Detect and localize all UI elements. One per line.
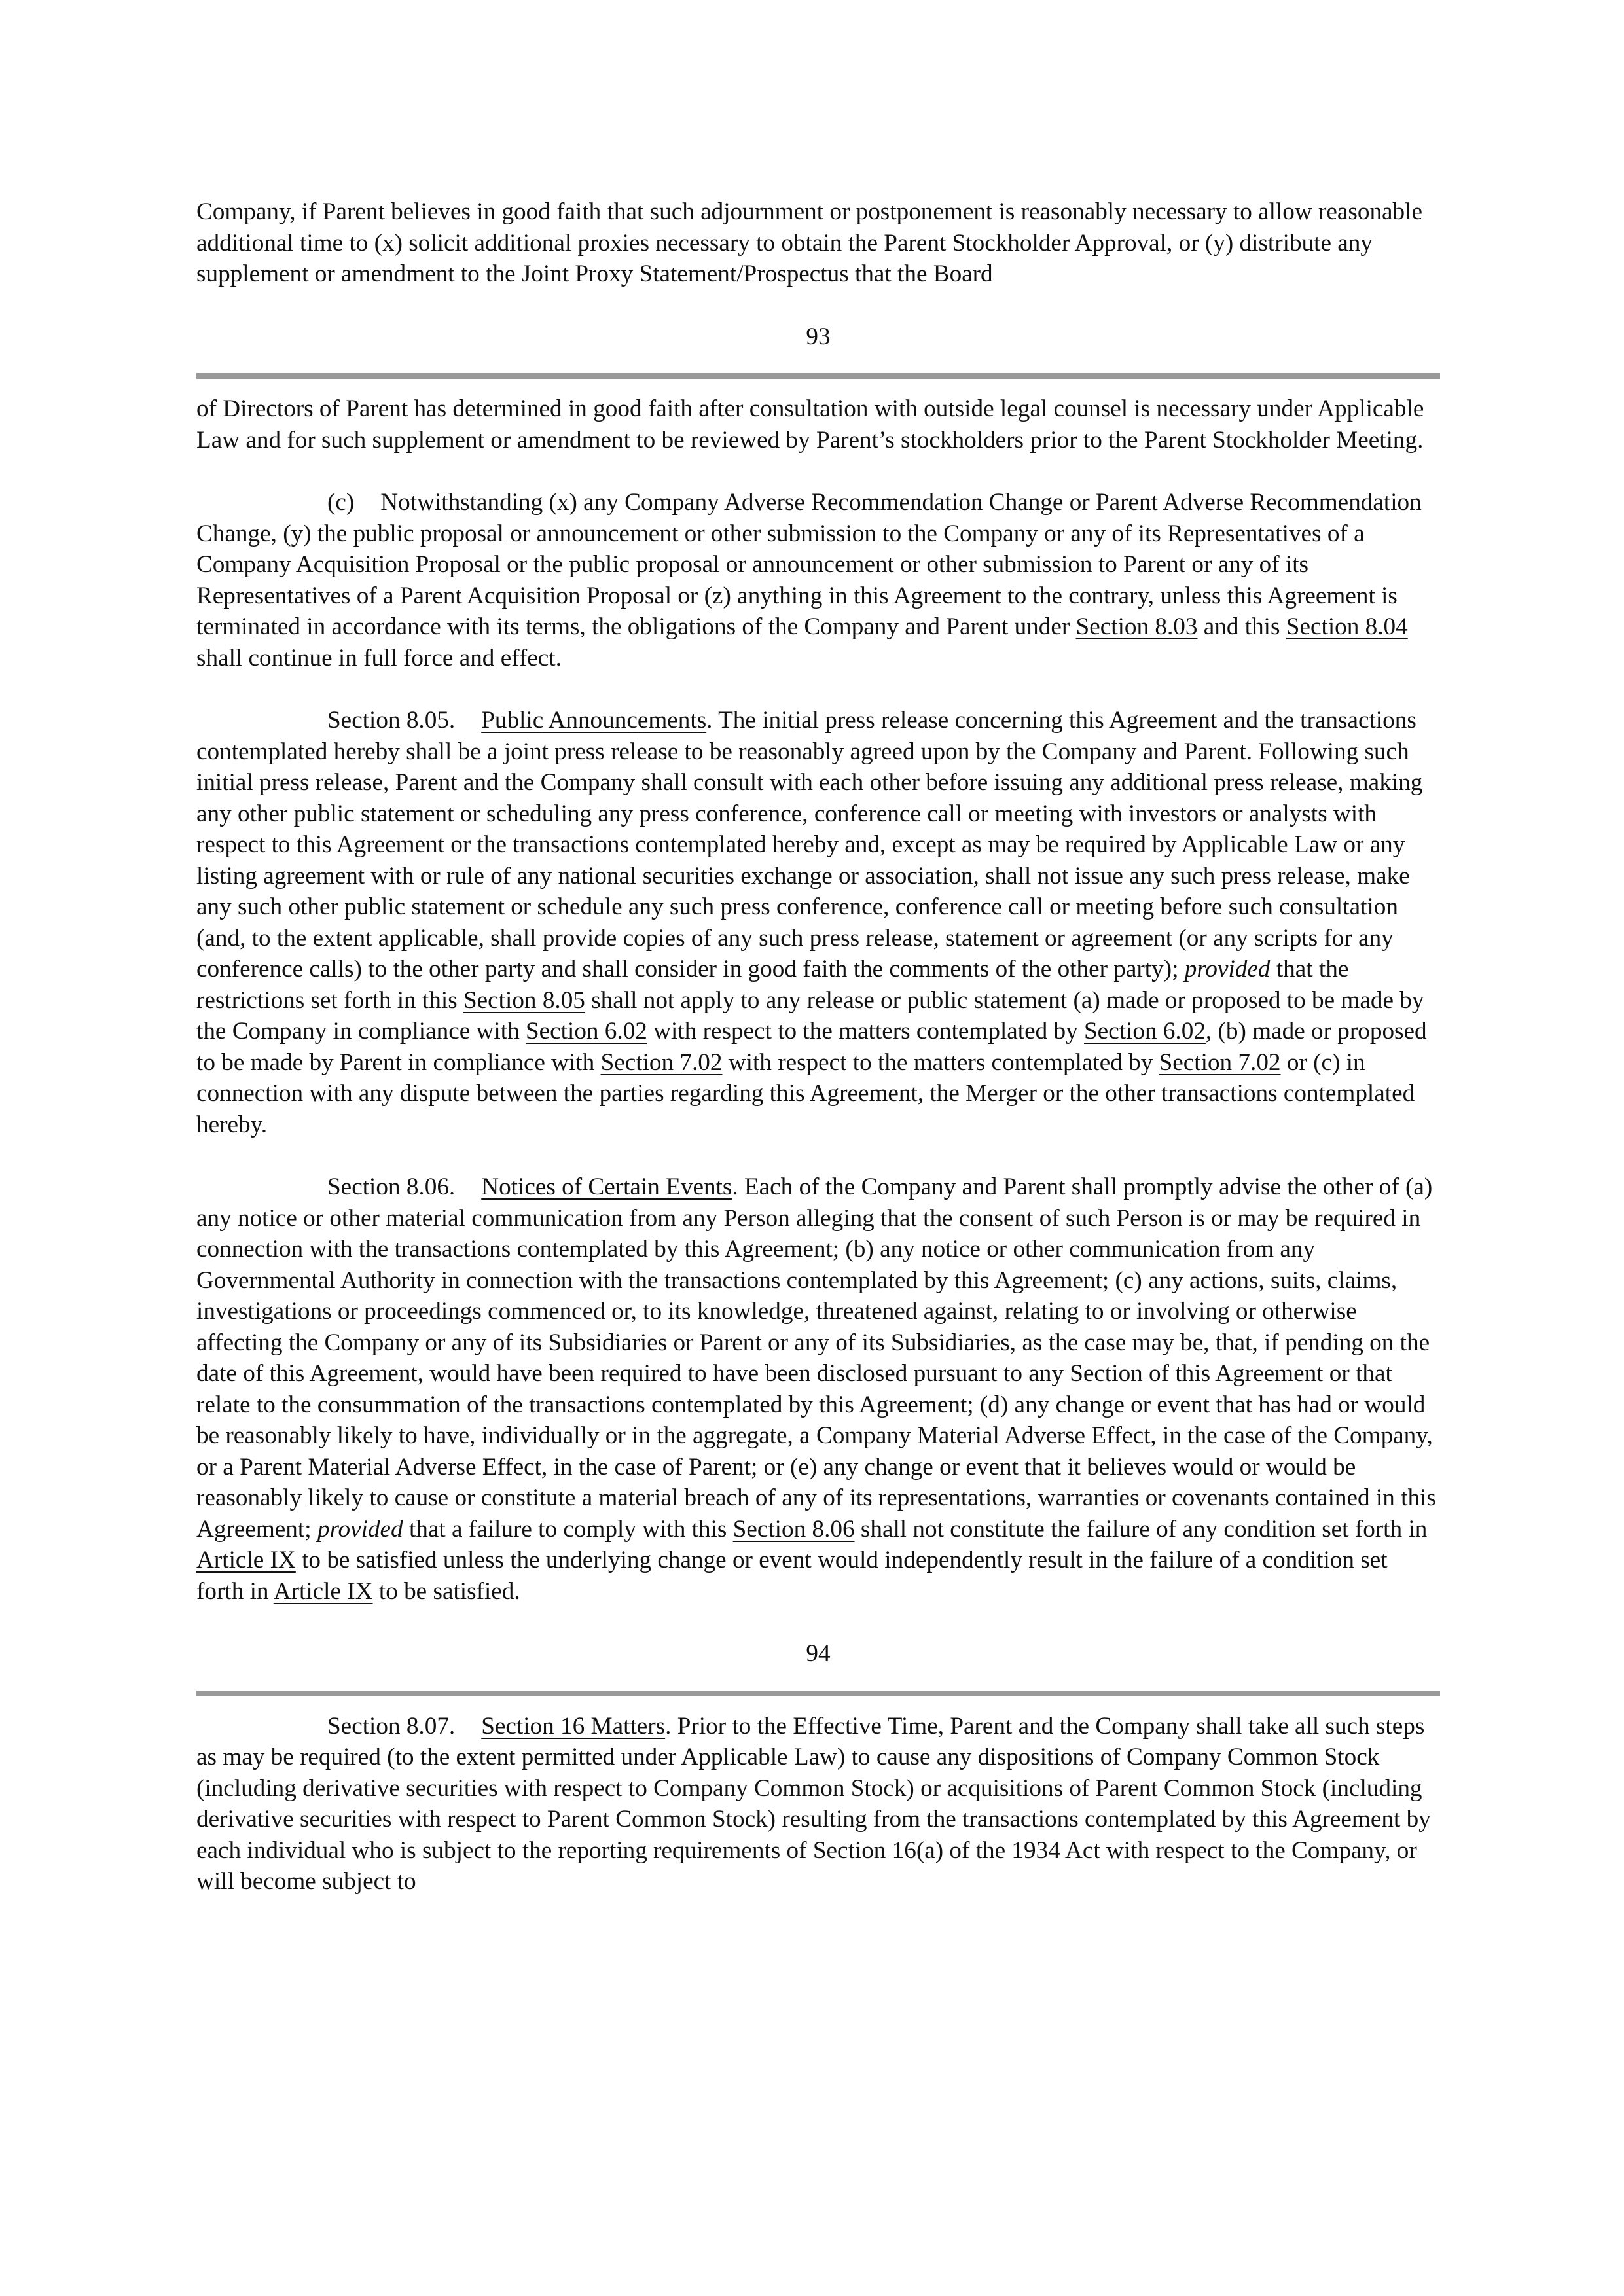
- section-8-06-number: Section 8.06.: [327, 1174, 456, 1200]
- section-6-02-link[interactable]: Section 6.02: [525, 1018, 647, 1045]
- page-divider: [196, 373, 1440, 379]
- section-8-07-heading: Section 16 Matters: [481, 1712, 666, 1740]
- section-8-06-paragraph: Section 8.06. Notices of Certain Events. Each of the Company and Parent shall promptly advise the other of (a) any notice or other material communication from any Person alleging that the consent of such Person is or may be required in connection with the transactions contemplated by this Agreement; (b) any notice or other communication from any Governmental Authority in connection with the transactions contemplated by this Agreement; (c) any actions, suits, claims, investigations or proceedings commenced or, to its knowledge, threatened against, relating to or involving or otherwise affecting the Company or any of its Subsidiaries or Parent or any of its Subsidiaries, as the case may be, that, if pending on the date of this Agreement, would have been required to have been disclosed pursuant to any Section of this Agreement or that relate to the consummation of the transactions contemplated by this Agreement; (d) any change or event that has had or would be reasonably likely to have, individually or in the aggregate, a Company Material Adverse Effect, in the case of the Company, or a Parent Material Adverse Effect, in the case of Parent; or (e) any change or event that it believes would or would be reasonably likely to cause or constitute a material breach of any of its representations, warranties or covenants contained in this Agreement; provided that a failure to comply with this Section 8.06 shall not constitute the failure of any condition set forth in Article IX to be satisfied unless the underlying change or event would independently result in the failure of a condition set forth in Article IX to be satisfied.: [196, 1174, 1436, 1605]
- section-6-02-link[interactable]: Section 6.02: [1084, 1018, 1206, 1045]
- section-8-06-heading: Notices of Certain Events: [481, 1174, 732, 1200]
- section-8-07-paragraph: Section 8.07. Section 16 Matters. Prior to the Effective Time, Parent and the Company shall take all such steps as may be required (to the extent permitted under Applicable Law) to cause any dispositions of Company Common Stock (including derivative securities with respect to Company Common Stock) or acquisitions of Parent Common Stock (including derivative securities with respect to Parent Common Stock) resulting from the transactions contemplated by this Agreement by each individual who is subject to the reporting requirements of Section 16(a) of the 1934 Act with respect to the Company, or will become subject to: [196, 1712, 1431, 1895]
- section-8-05-paragraph: Section 8.05. Public Announcements. The initial press release concerning this Agreement and the transactions contemplated hereby shall be a joint press release to be reasonably agreed upon by the Company and Parent. Following such initial press release, Parent and the Company shall consult with each other before issuing any additional press release, making any other public statement or scheduling any press conference, conference call or meeting with investors or analysts with respect to this Agreement or the transactions contemplated hereby and, except as may be required by Applicable Law or any listing agreement with or rule of any national securities exchange or association, shall not issue any such press release, make any such other public statement or schedule any such press conference, conference call or meeting before such consultation (and, to the extent applicable, shall provide copies of any such press release, statement or agreement (or any scripts for any conference calls) to the other party and shall consider in good faith the comments of the other party); provided that the restrictions set forth in this Section 8.05 shall not apply to any release or public statement (a) made or proposed to be made by the Company in compliance with Section 6.02 with respect to the matters contemplated by Section 6.02, (b) made or proposed to be made by Parent in compliance with Section 7.02 with respect to the matters contemplated by Section 7.02 or (c) in connection with any dispute between the parties regarding this Agreement, the Merger or the other transactions contemplated hereby.: [196, 707, 1427, 1138]
- paragraph-c: (c) Notwithstanding (x) any Company Adverse Recommendation Change or Parent Adverse Recommendation Change, (y) the public proposal or announcement or other submission to the Company or any of its Representatives of a Company Acquisition Proposal or the public proposal or announcement or other submission to Parent or any of its Representatives of a Parent Acquisition Proposal or (z) anything in this Agreement to the contrary, unless this Agreement is terminated in accordance with its terms, the obligations of the Company and Parent under Section 8.03 and this Section 8.04 shall continue in full force and effect.: [196, 489, 1422, 672]
- section-7-02-link[interactable]: Section 7.02: [600, 1049, 723, 1076]
- section-7-02-link[interactable]: Section 7.02: [1159, 1049, 1281, 1076]
- paragraph-page-93-end: Company, if Parent believes in good faith that such adjournment or postponement is reasonably necessary to allow reasonable additional time to (x) solicit additional proxies necessary to obtain the Parent Stockholder Approval, or (y) distribute any supplement or amendment to the Joint Proxy Statement/Prospectus that the Board: [196, 198, 1422, 287]
- section-8-06-link[interactable]: Section 8.06: [732, 1515, 855, 1543]
- document-page: [196, 196, 1440, 1897]
- paragraph-c-label: (c): [327, 489, 355, 516]
- article-ix-link[interactable]: Article IX: [273, 1577, 373, 1605]
- section-8-07-number: Section 8.07.: [327, 1712, 456, 1740]
- section-8-05-number: Section 8.05.: [327, 707, 456, 734]
- page-divider: [196, 1691, 1440, 1696]
- page-number-94: 94: [806, 1640, 831, 1667]
- page-number-93: 93: [806, 323, 831, 350]
- section-8-03-link[interactable]: Section 8.03: [1075, 613, 1198, 640]
- section-8-05-link[interactable]: Section 8.05: [463, 986, 585, 1014]
- article-ix-link[interactable]: Article IX: [196, 1547, 296, 1573]
- section-8-04-link[interactable]: Section 8.04: [1286, 613, 1408, 640]
- paragraph-continuation: of Directors of Parent has determined in good faith after consultation with outside legal counsel is necessary under Applicable Law and for such supplement or amendment to be reviewed by Parent’s stockholders prior to the Parent Stockholder Meeting.: [196, 395, 1424, 454]
- section-8-05-heading: Public Announcements: [481, 707, 707, 734]
